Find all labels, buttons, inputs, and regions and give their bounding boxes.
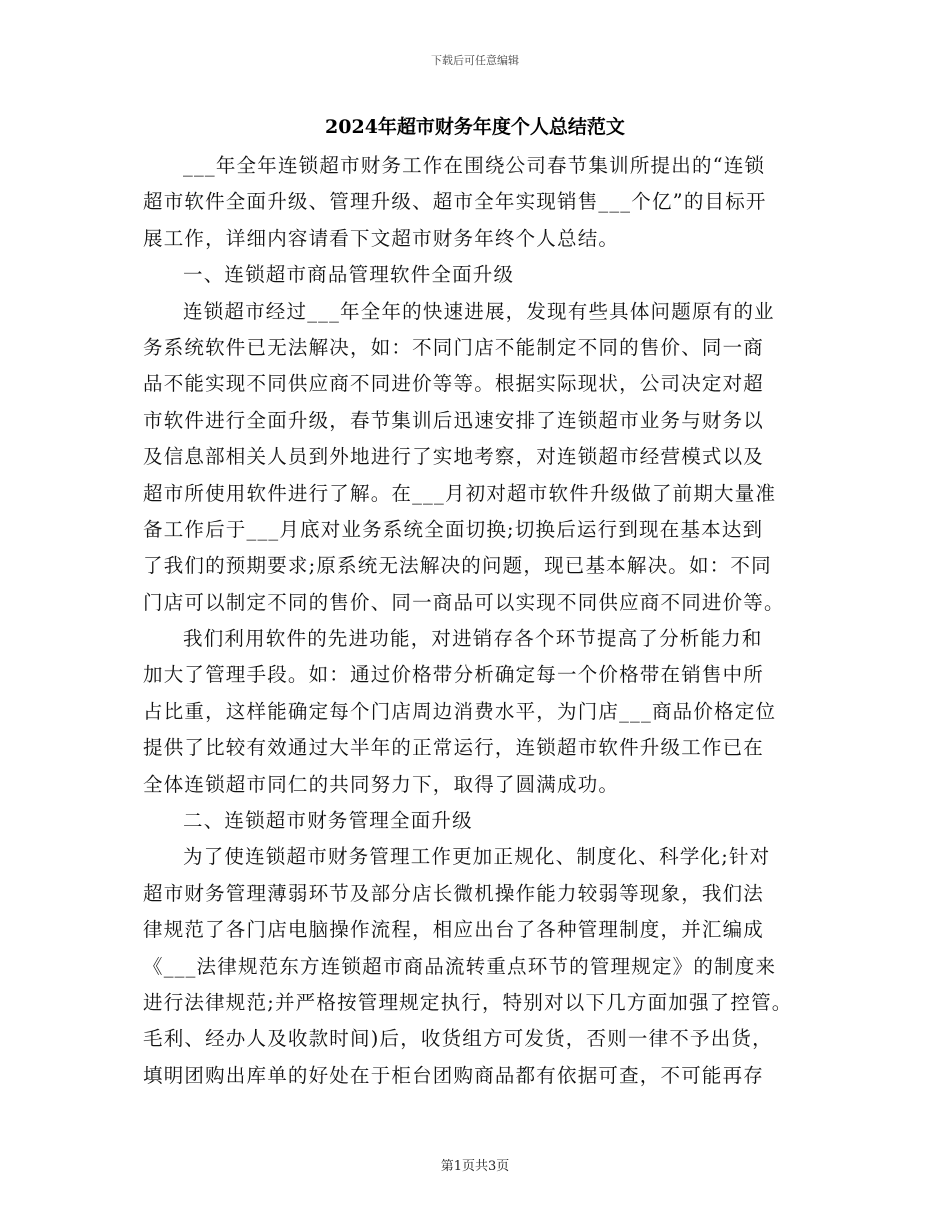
paragraph-line: 超市所使用软件进行了解。在___月初对超市软件升级做了前期大量准 (143, 481, 777, 505)
paragraph-line: 及信息部相关人员到外地进行了实地考察，对连锁超市经营模式以及 (143, 445, 765, 469)
paragraph-line: 占比重，这样能确定每个门店周边消费水平，为门店___商品价格定位 (143, 699, 777, 723)
paragraph-line: 展工作，详细内容请看下文超市财务年终个人总结。 (143, 226, 620, 250)
section-heading: 二、连锁超市财务管理全面升级 (183, 809, 473, 833)
paragraph-line: 律规范了各门店电脑操作流程，相应出台了各种管理制度，并汇编成 (143, 918, 765, 942)
paragraph-line: 市软件进行全面升级，春节集训后迅速安排了连锁超市业务与财务以 (143, 408, 765, 432)
document-title: 2024年超市财务年度个人总结范文 (325, 116, 625, 138)
paragraph-line: 全体连锁超市同仁的共同努力下，取得了圆满成功。 (143, 772, 620, 796)
paragraph-line: 填明团购出库单的好处在于柜台团购商品都有依据可查，不可能再存 (143, 1063, 765, 1087)
page-number: 第1页共3页 (440, 1159, 510, 1174)
paragraph-line: 门店可以制定不同的售价、同一商品可以实现不同供应商不同进价等。 (143, 590, 785, 614)
paragraph-line: 品不能实现不同供应商不同进价等等。根据实际现状，公司决定对超 (143, 372, 765, 396)
document-body (143, 148, 819, 1094)
paragraph-line: ___年全年连锁超市财务工作在围绕公司春节集训所提出的“连锁 (183, 154, 766, 177)
section-heading: 一、连锁超市商品管理软件全面升级 (183, 263, 515, 287)
paragraph-line: 了我们的预期要求;原系统无法解决的问题，现已基本解决。如：不同 (143, 554, 772, 578)
paragraph-line: 超市财务管理薄弱环节及部分店长微机操作能力较弱等现象，我们法 (143, 881, 765, 905)
paragraph-line: 提供了比较有效通过大半年的正常运行，连锁超市软件升级工作已在 (143, 736, 765, 760)
paragraph-line: 《___法律规范东方连锁超市商品流转重点环节的管理规定》的制度来 (143, 954, 777, 978)
paragraph-line: 进行法律规范;并严格按管理规定执行，特别对以下几方面加强了控管。 (143, 990, 793, 1014)
paragraph-line: 毛利、经办人及收款时间)后，收货组方可发货，否则一律不予出货， (143, 1027, 773, 1051)
paragraph-line: 我们利用软件的先进功能，对进销存各个环节提高了分析能力和 (183, 627, 763, 651)
paragraph-line: 连锁超市经过___年全年的快速进展，发现有些具体问题原有的业 (183, 299, 775, 323)
paragraph-line: 务系统软件已无法解决，如：不同门店不能制定不同的售价、同一商 (143, 335, 765, 359)
paragraph-line: 为了使连锁超市财务管理工作更加正规化、制度化、科学化;针对 (183, 845, 771, 869)
paragraph-line: 加大了管理手段。如：通过价格带分析确定每一个价格带在销售中所 (143, 663, 765, 687)
page-header-note: 下载后可任意编辑 (431, 54, 519, 67)
paragraph-line: 超市软件全面升级、管理升级、超市全年实现销售___个亿”的目标开 (143, 190, 767, 214)
paragraph-line: 备工作后于___月底对业务系统全面切换;切换后运行到现在基本达到 (143, 517, 764, 541)
